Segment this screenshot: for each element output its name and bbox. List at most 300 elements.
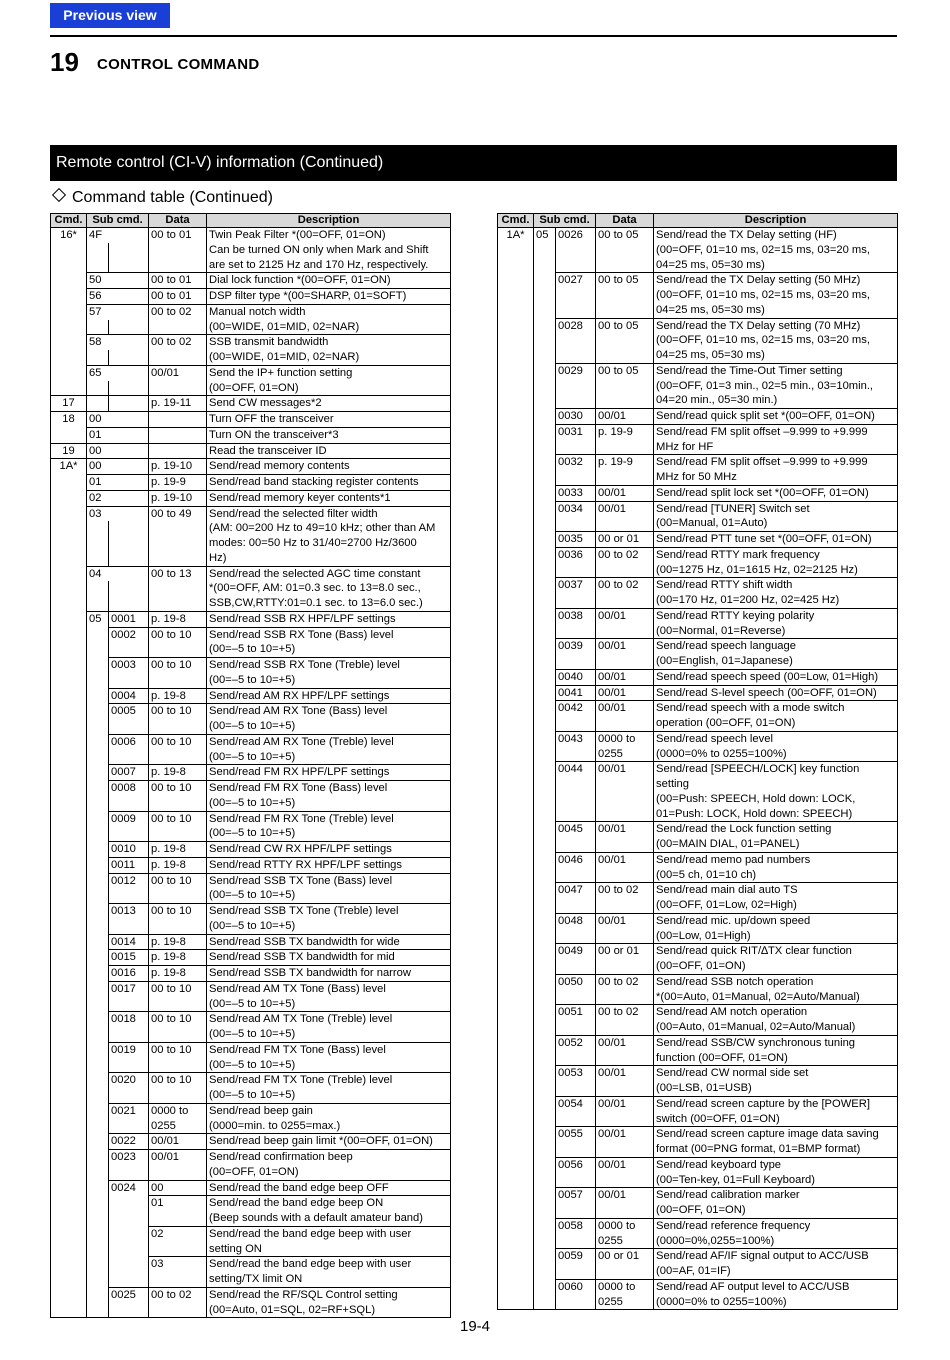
data-cell: p. 19-10 bbox=[149, 459, 207, 475]
sub-cmd2-cell bbox=[109, 750, 149, 765]
description-cell: 01=Push: LOCK, Hold down: SPEECH) bbox=[654, 807, 898, 822]
data-cell bbox=[596, 807, 654, 822]
sub-cmd2-cell: 0019 bbox=[109, 1042, 149, 1057]
sub-cmd-cell bbox=[534, 409, 556, 425]
cmd-cell bbox=[51, 719, 87, 734]
data-cell: 00/01 bbox=[596, 822, 654, 837]
description-cell: Send/read split lock set *(00=OFF, 01=ON) bbox=[654, 485, 898, 501]
cmd-cell: 16* bbox=[51, 228, 87, 243]
sub-cmd-cell bbox=[87, 1134, 109, 1150]
table-row bbox=[498, 363, 898, 378]
cmd-cell bbox=[51, 1088, 87, 1103]
sub-cmd-cell bbox=[534, 685, 556, 701]
description-cell: *(00=Auto, 01=Manual, 02=Auto/Manual) bbox=[654, 990, 898, 1005]
sub-cmd-cell: 05 bbox=[87, 611, 109, 627]
description-cell: Send/read memory keyer contents*1 bbox=[207, 490, 451, 506]
sub-cmd-cell bbox=[87, 320, 109, 335]
cmd-cell bbox=[51, 950, 87, 966]
table-row bbox=[498, 333, 898, 348]
diamond-icon bbox=[52, 188, 66, 202]
table-row bbox=[51, 566, 451, 581]
data-cell bbox=[149, 350, 207, 365]
sub-cmd-cell bbox=[87, 1257, 109, 1272]
cmd-cell bbox=[51, 506, 87, 521]
description-cell: Send/read FM split offset –9.999 to +9.999 bbox=[654, 455, 898, 470]
data-cell bbox=[596, 959, 654, 974]
data-cell: 0255 bbox=[596, 747, 654, 762]
cmd-cell bbox=[498, 547, 534, 562]
table-header-row bbox=[498, 214, 898, 228]
sub-cmd2-cell: 0045 bbox=[556, 822, 596, 837]
description-cell: (00=OFF, 01=3 min., 02=5 min., 03=10min., bbox=[654, 379, 898, 394]
sub-cmd2-cell: 0030 bbox=[556, 409, 596, 425]
table-row bbox=[498, 424, 898, 439]
description-cell: Hz) bbox=[207, 551, 451, 566]
table-row bbox=[498, 318, 898, 333]
sub-cmd-cell bbox=[534, 393, 556, 408]
cmd-cell bbox=[498, 1188, 534, 1203]
cmd-cell bbox=[498, 1157, 534, 1172]
sub-cmd2-cell: 0022 bbox=[109, 1134, 149, 1150]
cmd-cell bbox=[51, 475, 87, 491]
sub-cmd-cell: 50 bbox=[87, 273, 149, 289]
sub-cmd-cell bbox=[87, 1103, 109, 1118]
cmd-cell bbox=[51, 243, 87, 258]
sub-cmd-cell bbox=[87, 1058, 109, 1073]
cmd-cell bbox=[498, 303, 534, 318]
data-cell: 00 to 02 bbox=[596, 578, 654, 593]
sub-cmd-cell bbox=[87, 934, 109, 950]
cmd-cell bbox=[498, 685, 534, 701]
description-cell: switch (00=OFF, 01=ON) bbox=[654, 1112, 898, 1127]
cmd-cell bbox=[498, 669, 534, 685]
description-cell: (0000=0% to 0255=100%) bbox=[654, 747, 898, 762]
data-cell bbox=[596, 868, 654, 883]
cmd-cell bbox=[51, 1119, 87, 1134]
cmd-cell bbox=[498, 944, 534, 959]
description-cell: (00=–5 to 10=+5) bbox=[207, 673, 451, 688]
sub-cmd-cell bbox=[534, 883, 556, 898]
sub-cmd-cell bbox=[534, 959, 556, 974]
table-row bbox=[51, 536, 451, 551]
sub-cmd-cell bbox=[534, 258, 556, 273]
sub-cmd-cell bbox=[87, 904, 109, 919]
data-cell: 00 or 01 bbox=[596, 944, 654, 959]
sub-cmd2-cell: 0057 bbox=[556, 1188, 596, 1203]
table-row bbox=[51, 350, 451, 365]
data-cell: 00 to 10 bbox=[149, 658, 207, 673]
sub-cmd2-cell bbox=[109, 919, 149, 934]
sub-cmd2-cell bbox=[109, 888, 149, 903]
cmd-cell bbox=[51, 611, 87, 627]
data-cell: 00 to 02 bbox=[149, 1287, 207, 1302]
table-row bbox=[51, 765, 451, 781]
cmd-cell bbox=[51, 658, 87, 673]
sub-cmd2-cell bbox=[556, 959, 596, 974]
description-cell: Send/read SSB TX bandwidth for narrow bbox=[207, 966, 451, 982]
table-row bbox=[51, 427, 451, 443]
sub-cmd-cell bbox=[87, 781, 109, 796]
description-cell: Send/read RTTY mark frequency bbox=[654, 547, 898, 562]
cmd-cell bbox=[51, 934, 87, 950]
data-cell bbox=[596, 470, 654, 485]
cmd-cell bbox=[498, 288, 534, 303]
data-cell: p. 19-8 bbox=[149, 688, 207, 704]
data-cell: 00 to 01 bbox=[149, 273, 207, 289]
top-rule bbox=[50, 35, 897, 37]
sub-cmd2-cell: 0036 bbox=[556, 547, 596, 562]
sub-cmd-cell bbox=[87, 981, 109, 996]
table-row bbox=[498, 929, 898, 944]
description-cell: Send/read AM RX HPF/LPF settings bbox=[207, 688, 451, 704]
sub-cmd-cell bbox=[87, 1165, 109, 1180]
header-sub-cmd: Sub cmd. bbox=[534, 214, 596, 228]
data-cell bbox=[149, 596, 207, 611]
description-cell: Send/read speech speed (00=Low, 01=High) bbox=[654, 669, 898, 685]
sub-cmd2-cell: 0038 bbox=[556, 608, 596, 623]
table-row bbox=[51, 796, 451, 811]
sub-cmd2-cell: 0014 bbox=[109, 934, 149, 950]
data-cell bbox=[596, 440, 654, 455]
data-cell bbox=[596, 792, 654, 807]
header-cmd: Cmd. bbox=[498, 214, 534, 228]
sub-cmd2-cell bbox=[109, 1242, 149, 1257]
cmd-cell bbox=[498, 1203, 534, 1218]
sub-cmd-cell bbox=[87, 704, 109, 719]
sub-cmd-cell bbox=[87, 750, 109, 765]
sub-cmd2-cell bbox=[556, 792, 596, 807]
data-cell: 00 or 01 bbox=[596, 1249, 654, 1264]
table-row bbox=[51, 412, 451, 428]
sub-cmd-cell bbox=[534, 807, 556, 822]
cmd-cell bbox=[498, 1279, 534, 1294]
data-cell: p. 19-8 bbox=[149, 765, 207, 781]
sub-cmd2-cell: 0003 bbox=[109, 658, 149, 673]
table-row bbox=[498, 288, 898, 303]
table-row bbox=[51, 1119, 451, 1134]
sub-cmd2-cell bbox=[556, 1081, 596, 1096]
sub-cmd2-cell bbox=[556, 470, 596, 485]
sub-cmd-cell bbox=[534, 440, 556, 455]
description-cell: Send/read screen capture by the [POWER] bbox=[654, 1096, 898, 1111]
data-cell: 00 to 01 bbox=[149, 289, 207, 305]
data-cell: 00/01 bbox=[596, 1127, 654, 1142]
data-cell bbox=[596, 716, 654, 731]
cmd-cell bbox=[498, 243, 534, 258]
data-cell bbox=[596, 1020, 654, 1035]
table-row bbox=[51, 365, 451, 380]
description-cell: (00=–5 to 10=+5) bbox=[207, 1058, 451, 1073]
data-cell: p. 19-9 bbox=[596, 424, 654, 439]
data-cell: 00/01 bbox=[149, 1150, 207, 1165]
description-cell: (00=–5 to 10=+5) bbox=[207, 750, 451, 765]
data-cell bbox=[596, 563, 654, 578]
table-row bbox=[51, 1027, 451, 1042]
table-row bbox=[498, 1203, 898, 1218]
cmd-cell bbox=[498, 898, 534, 913]
cmd-cell bbox=[51, 1027, 87, 1042]
table-row bbox=[498, 1066, 898, 1081]
sub-cmd2-cell bbox=[109, 1211, 149, 1226]
sub-cmd2-cell bbox=[109, 396, 149, 412]
sub-cmd-cell bbox=[534, 1157, 556, 1172]
table-row bbox=[498, 303, 898, 318]
data-cell bbox=[149, 521, 207, 536]
data-cell bbox=[596, 393, 654, 408]
command-table-right bbox=[497, 213, 898, 1310]
cmd-cell bbox=[498, 868, 534, 883]
table-row bbox=[51, 1058, 451, 1073]
table-row bbox=[498, 852, 898, 867]
cmd-cell bbox=[498, 747, 534, 762]
table-row bbox=[498, 762, 898, 777]
table-row bbox=[51, 919, 451, 934]
data-cell bbox=[149, 243, 207, 258]
sub-cmd2-cell: 0021 bbox=[109, 1103, 149, 1118]
sub-cmd2-cell bbox=[109, 1226, 149, 1241]
data-cell bbox=[149, 443, 207, 459]
table-row bbox=[498, 959, 898, 974]
description-cell: Send/read speech language bbox=[654, 639, 898, 654]
table-row bbox=[51, 1272, 451, 1287]
sub-cmd2-cell bbox=[556, 288, 596, 303]
description-cell: Send/read SSB TX bandwidth for wide bbox=[207, 934, 451, 950]
table-row bbox=[498, 578, 898, 593]
table-row bbox=[51, 551, 451, 566]
sub-cmd-cell bbox=[534, 990, 556, 1005]
description-cell: Send/read band stacking register contents bbox=[207, 475, 451, 491]
sub-cmd-cell bbox=[87, 1211, 109, 1226]
description-cell: Send/read AF output level to ACC/USB bbox=[654, 1279, 898, 1294]
data-cell bbox=[149, 1211, 207, 1226]
sub-cmd-cell bbox=[534, 318, 556, 333]
sub-cmd2-cell bbox=[109, 673, 149, 688]
description-cell: (00=5 ch, 01=10 ch) bbox=[654, 868, 898, 883]
data-cell: 0000 to bbox=[596, 731, 654, 746]
sub-cmd2-cell bbox=[109, 826, 149, 841]
data-cell: p. 19-9 bbox=[596, 455, 654, 470]
data-cell: 02 bbox=[149, 1226, 207, 1241]
description-cell: Send/read reference frequency bbox=[654, 1218, 898, 1233]
header-description: Description bbox=[207, 214, 451, 228]
table-row bbox=[498, 898, 898, 913]
sub-cmd-cell bbox=[534, 639, 556, 654]
data-cell: 00/01 bbox=[596, 501, 654, 516]
sub-cmd2-cell bbox=[109, 596, 149, 611]
sub-cmd2-cell: 0024 bbox=[109, 1180, 149, 1196]
sub-cmd2-cell: 0016 bbox=[109, 966, 149, 982]
table-row bbox=[51, 1088, 451, 1103]
cmd-cell bbox=[51, 997, 87, 1012]
sub-cmd2-cell bbox=[556, 747, 596, 762]
description-cell: (00=Ten-key, 01=Full Keyboard) bbox=[654, 1173, 898, 1188]
table-row bbox=[498, 409, 898, 425]
sub-cmd-cell: 56 bbox=[87, 289, 149, 305]
sub-cmd-cell bbox=[534, 501, 556, 516]
data-cell: p. 19-11 bbox=[149, 396, 207, 412]
sub-cmd-cell bbox=[87, 1272, 109, 1287]
cmd-cell bbox=[498, 608, 534, 623]
section-title-bar bbox=[50, 145, 897, 181]
sub-cmd2-cell: 0008 bbox=[109, 781, 149, 796]
sub-cmd-cell bbox=[87, 1073, 109, 1088]
table-row bbox=[498, 608, 898, 623]
description-cell: (00=Normal, 01=Reverse) bbox=[654, 624, 898, 639]
data-cell: p. 19-8 bbox=[149, 857, 207, 873]
sub-cmd-cell: 00 bbox=[87, 459, 149, 475]
sub-cmd2-cell bbox=[556, 624, 596, 639]
cmd-cell bbox=[51, 904, 87, 919]
sub-cmd2-cell bbox=[556, 1142, 596, 1157]
data-cell bbox=[149, 412, 207, 428]
sub-cmd2-cell bbox=[109, 1272, 149, 1287]
description-cell: (00=LSB, 01=USB) bbox=[654, 1081, 898, 1096]
sub-cmd-cell bbox=[534, 1142, 556, 1157]
sub-cmd2-cell: 0060 bbox=[556, 1279, 596, 1294]
sub-cmd-cell bbox=[534, 624, 556, 639]
sub-cmd-cell bbox=[534, 547, 556, 562]
data-cell: 01 bbox=[149, 1196, 207, 1211]
table-row bbox=[51, 335, 451, 350]
sub-cmd-cell bbox=[87, 1042, 109, 1057]
sub-cmd2-cell: 0051 bbox=[556, 1005, 596, 1020]
cmd-cell bbox=[498, 563, 534, 578]
table-body-right bbox=[498, 228, 898, 1310]
cmd-cell bbox=[498, 409, 534, 425]
data-cell bbox=[596, 1051, 654, 1066]
sub-cmd-cell bbox=[534, 303, 556, 318]
sub-cmd2-cell bbox=[109, 1088, 149, 1103]
table-row bbox=[51, 1257, 451, 1272]
sub-cmd-cell bbox=[534, 1035, 556, 1050]
table-row bbox=[51, 1042, 451, 1057]
sub-cmd2-cell bbox=[556, 1020, 596, 1035]
sub-cmd-cell bbox=[534, 747, 556, 762]
table-row bbox=[498, 792, 898, 807]
table-row bbox=[498, 243, 898, 258]
sub-cmd2-cell: 0039 bbox=[556, 639, 596, 654]
sub-cmd2-cell bbox=[556, 303, 596, 318]
data-cell: 03 bbox=[149, 1257, 207, 1272]
data-cell bbox=[596, 1112, 654, 1127]
table-row bbox=[51, 443, 451, 459]
description-cell: Send/read AM RX Tone (Treble) level bbox=[207, 734, 451, 749]
chapter-title: CONTROL COMMAND bbox=[97, 56, 260, 73]
table-row bbox=[498, 624, 898, 639]
sub-cmd-cell bbox=[87, 396, 109, 412]
table-row bbox=[51, 1073, 451, 1088]
description-cell: Send/read RTTY shift width bbox=[654, 578, 898, 593]
table-row bbox=[51, 396, 451, 412]
description-cell: Send/read S-level speech (00=OFF, 01=ON) bbox=[654, 685, 898, 701]
sub-cmd-cell bbox=[87, 873, 109, 888]
sub-cmd-cell bbox=[534, 929, 556, 944]
sub-cmd-cell bbox=[534, 1096, 556, 1111]
description-cell: Send/read confirmation beep bbox=[207, 1150, 451, 1165]
cmd-cell bbox=[498, 393, 534, 408]
data-cell: 00/01 bbox=[596, 1157, 654, 1172]
data-cell bbox=[596, 837, 654, 852]
sub-cmd2-cell: 0055 bbox=[556, 1127, 596, 1142]
table-row bbox=[498, 348, 898, 363]
table-row bbox=[498, 731, 898, 746]
sub-cmd-cell bbox=[87, 658, 109, 673]
table-row bbox=[51, 1134, 451, 1150]
data-cell bbox=[149, 642, 207, 657]
data-cell bbox=[596, 593, 654, 608]
cmd-cell bbox=[498, 470, 534, 485]
sub-cmd2-cell bbox=[109, 1027, 149, 1042]
description-cell: (00=Auto, 01=SQL, 02=RF+SQL) bbox=[207, 1303, 451, 1318]
sub-cmd-cell bbox=[87, 857, 109, 873]
cmd-cell bbox=[51, 273, 87, 289]
cmd-cell bbox=[51, 919, 87, 934]
cmd-cell bbox=[498, 974, 534, 989]
data-cell bbox=[149, 997, 207, 1012]
sub-cmd-cell bbox=[534, 1295, 556, 1310]
data-cell: 0000 to bbox=[596, 1279, 654, 1294]
description-cell: Send/read CW normal side set bbox=[654, 1066, 898, 1081]
description-cell: (00=–5 to 10=+5) bbox=[207, 1027, 451, 1042]
sub-cmd2-cell bbox=[556, 837, 596, 852]
data-cell: p. 19-10 bbox=[149, 490, 207, 506]
data-cell bbox=[596, 303, 654, 318]
sub-cmd-cell bbox=[534, 243, 556, 258]
sub-cmd-cell bbox=[87, 966, 109, 982]
cmd-cell bbox=[498, 379, 534, 394]
data-cell: 00 to 10 bbox=[149, 1073, 207, 1088]
previous-view-button[interactable]: Previous view bbox=[50, 3, 170, 28]
description-cell: Send/read calibration marker bbox=[654, 1188, 898, 1203]
sub-cmd2-cell: 0034 bbox=[556, 501, 596, 516]
table-row bbox=[498, 807, 898, 822]
description-cell: operation (00=OFF, 01=ON) bbox=[654, 716, 898, 731]
description-cell: Twin Peak Filter *(00=OFF, 01=ON) bbox=[207, 228, 451, 243]
sub-cmd-cell bbox=[87, 1226, 109, 1241]
data-cell bbox=[149, 1242, 207, 1257]
sub-cmd2-cell bbox=[556, 654, 596, 669]
cmd-cell bbox=[51, 888, 87, 903]
sub-cmd-cell bbox=[87, 765, 109, 781]
data-cell: 0255 bbox=[596, 1234, 654, 1249]
sub-cmd2-cell bbox=[556, 258, 596, 273]
description-cell: (00=OFF, 01=10 ms, 02=15 ms, 03=20 ms, bbox=[654, 243, 898, 258]
data-cell: 00 bbox=[149, 1180, 207, 1196]
sub-cmd2-cell bbox=[556, 777, 596, 792]
cmd-cell bbox=[498, 1173, 534, 1188]
description-cell: Send/read screen capture image data saving bbox=[654, 1127, 898, 1142]
description-cell: Send/read the Time-Out Timer setting bbox=[654, 363, 898, 378]
data-cell bbox=[596, 654, 654, 669]
cmd-cell bbox=[51, 304, 87, 319]
sub-cmd2-cell: 0044 bbox=[556, 762, 596, 777]
cmd-cell bbox=[498, 318, 534, 333]
sub-cmd2-cell bbox=[556, 1264, 596, 1279]
sub-cmd-cell bbox=[534, 1081, 556, 1096]
description-cell: Send/read CW RX HPF/LPF settings bbox=[207, 842, 451, 858]
sub-cmd2-cell bbox=[109, 1303, 149, 1318]
data-cell: 0255 bbox=[149, 1119, 207, 1134]
table-row bbox=[51, 1103, 451, 1118]
sub-cmd2-cell bbox=[109, 258, 149, 273]
sub-cmd2-cell bbox=[556, 243, 596, 258]
description-cell: Send/read the selected AGC time constant bbox=[207, 566, 451, 581]
sub-cmd2-cell: 0040 bbox=[556, 669, 596, 685]
data-cell: p. 19-8 bbox=[149, 842, 207, 858]
cmd-cell bbox=[498, 1051, 534, 1066]
sub-cmd-cell bbox=[534, 1127, 556, 1142]
description-cell: Send/read AM TX Tone (Bass) level bbox=[207, 981, 451, 996]
